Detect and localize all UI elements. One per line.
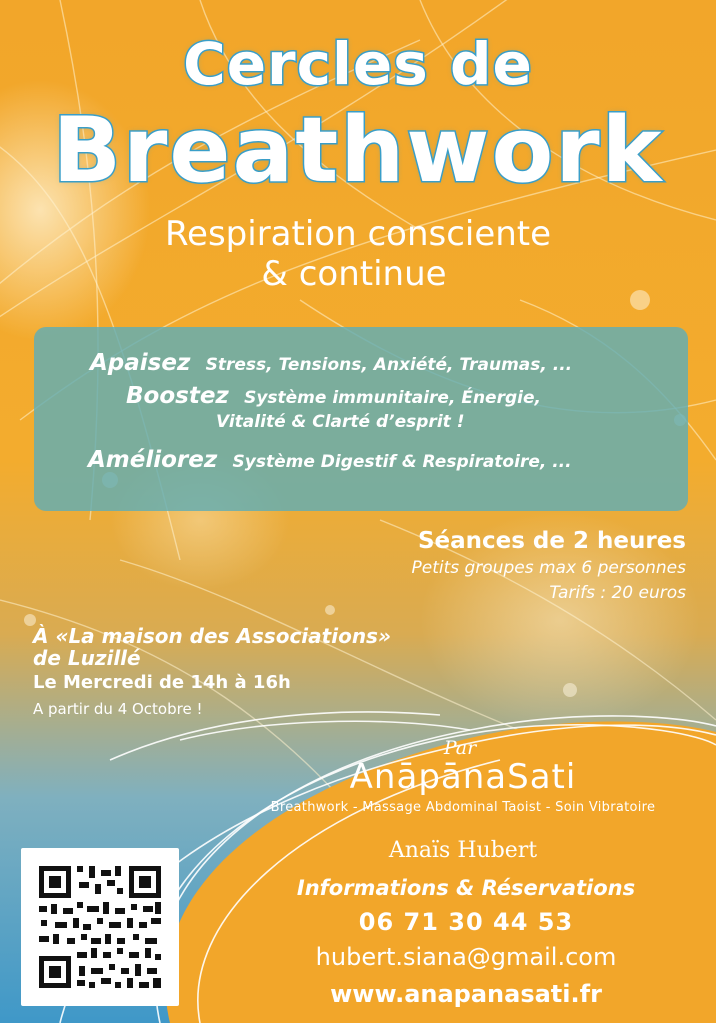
benefit-desc: Vitalité & Clarté d’esprit ! — [216, 412, 465, 432]
title-line-2: Breathwork — [52, 98, 664, 203]
benefit-desc: Stress, Tensions, Anxiété, Traumas, ... — [205, 355, 573, 375]
benefit-row — [90, 350, 572, 376]
by-label: Par — [443, 737, 477, 759]
location-info — [33, 625, 391, 721]
title-line-1: Cercles de — [183, 30, 533, 98]
info-heading: Informations & Réservations — [296, 876, 636, 900]
subtitle-line-1: Respiration consciente — [164, 214, 552, 254]
schedule: Le Mercredi de 14h à 16h — [33, 672, 291, 693]
subtitle-line-2: & continue — [261, 254, 447, 294]
benefit-row — [88, 447, 572, 473]
qr-code — [21, 848, 179, 1006]
benefit-row — [216, 412, 464, 432]
benefit-desc: Système immunitaire, Énergie, — [244, 388, 541, 408]
benefit-desc: Système Digestif & Respiratoire, ... — [232, 452, 572, 472]
qr-code-icon — [21, 848, 179, 1006]
benefit-verb: Boostez — [126, 383, 229, 409]
session-duration: Séances de 2 heures — [417, 528, 686, 554]
brand-logo-text: AnāpānaSati — [349, 757, 577, 797]
venue-name: À «La maison des Associations» — [33, 624, 391, 648]
website-link[interactable]: www.anapanasati.fr — [330, 980, 602, 1008]
phone-number[interactable]: 06 71 30 44 53 — [358, 908, 574, 936]
venue-town: de Luzillé — [33, 646, 141, 670]
start-date: A partir du 4 Octobre ! — [33, 700, 203, 718]
benefit-verb: Améliorez — [88, 447, 218, 473]
brand-tagline: Breathwork - Massage Abdominal Taoist - Soin Vibratoire — [270, 800, 656, 815]
practitioner-name: Anaïs Hubert — [388, 838, 538, 863]
benefit-row — [126, 383, 541, 409]
session-info — [411, 526, 686, 606]
price: Tarifs : 20 euros — [549, 583, 686, 603]
benefit-verb: Apaisez — [90, 350, 191, 376]
group-size: Petits groupes max 6 personnes — [411, 558, 686, 578]
email-address[interactable]: hubert.siana@gmail.com — [315, 943, 617, 971]
benefits-box — [34, 327, 688, 511]
